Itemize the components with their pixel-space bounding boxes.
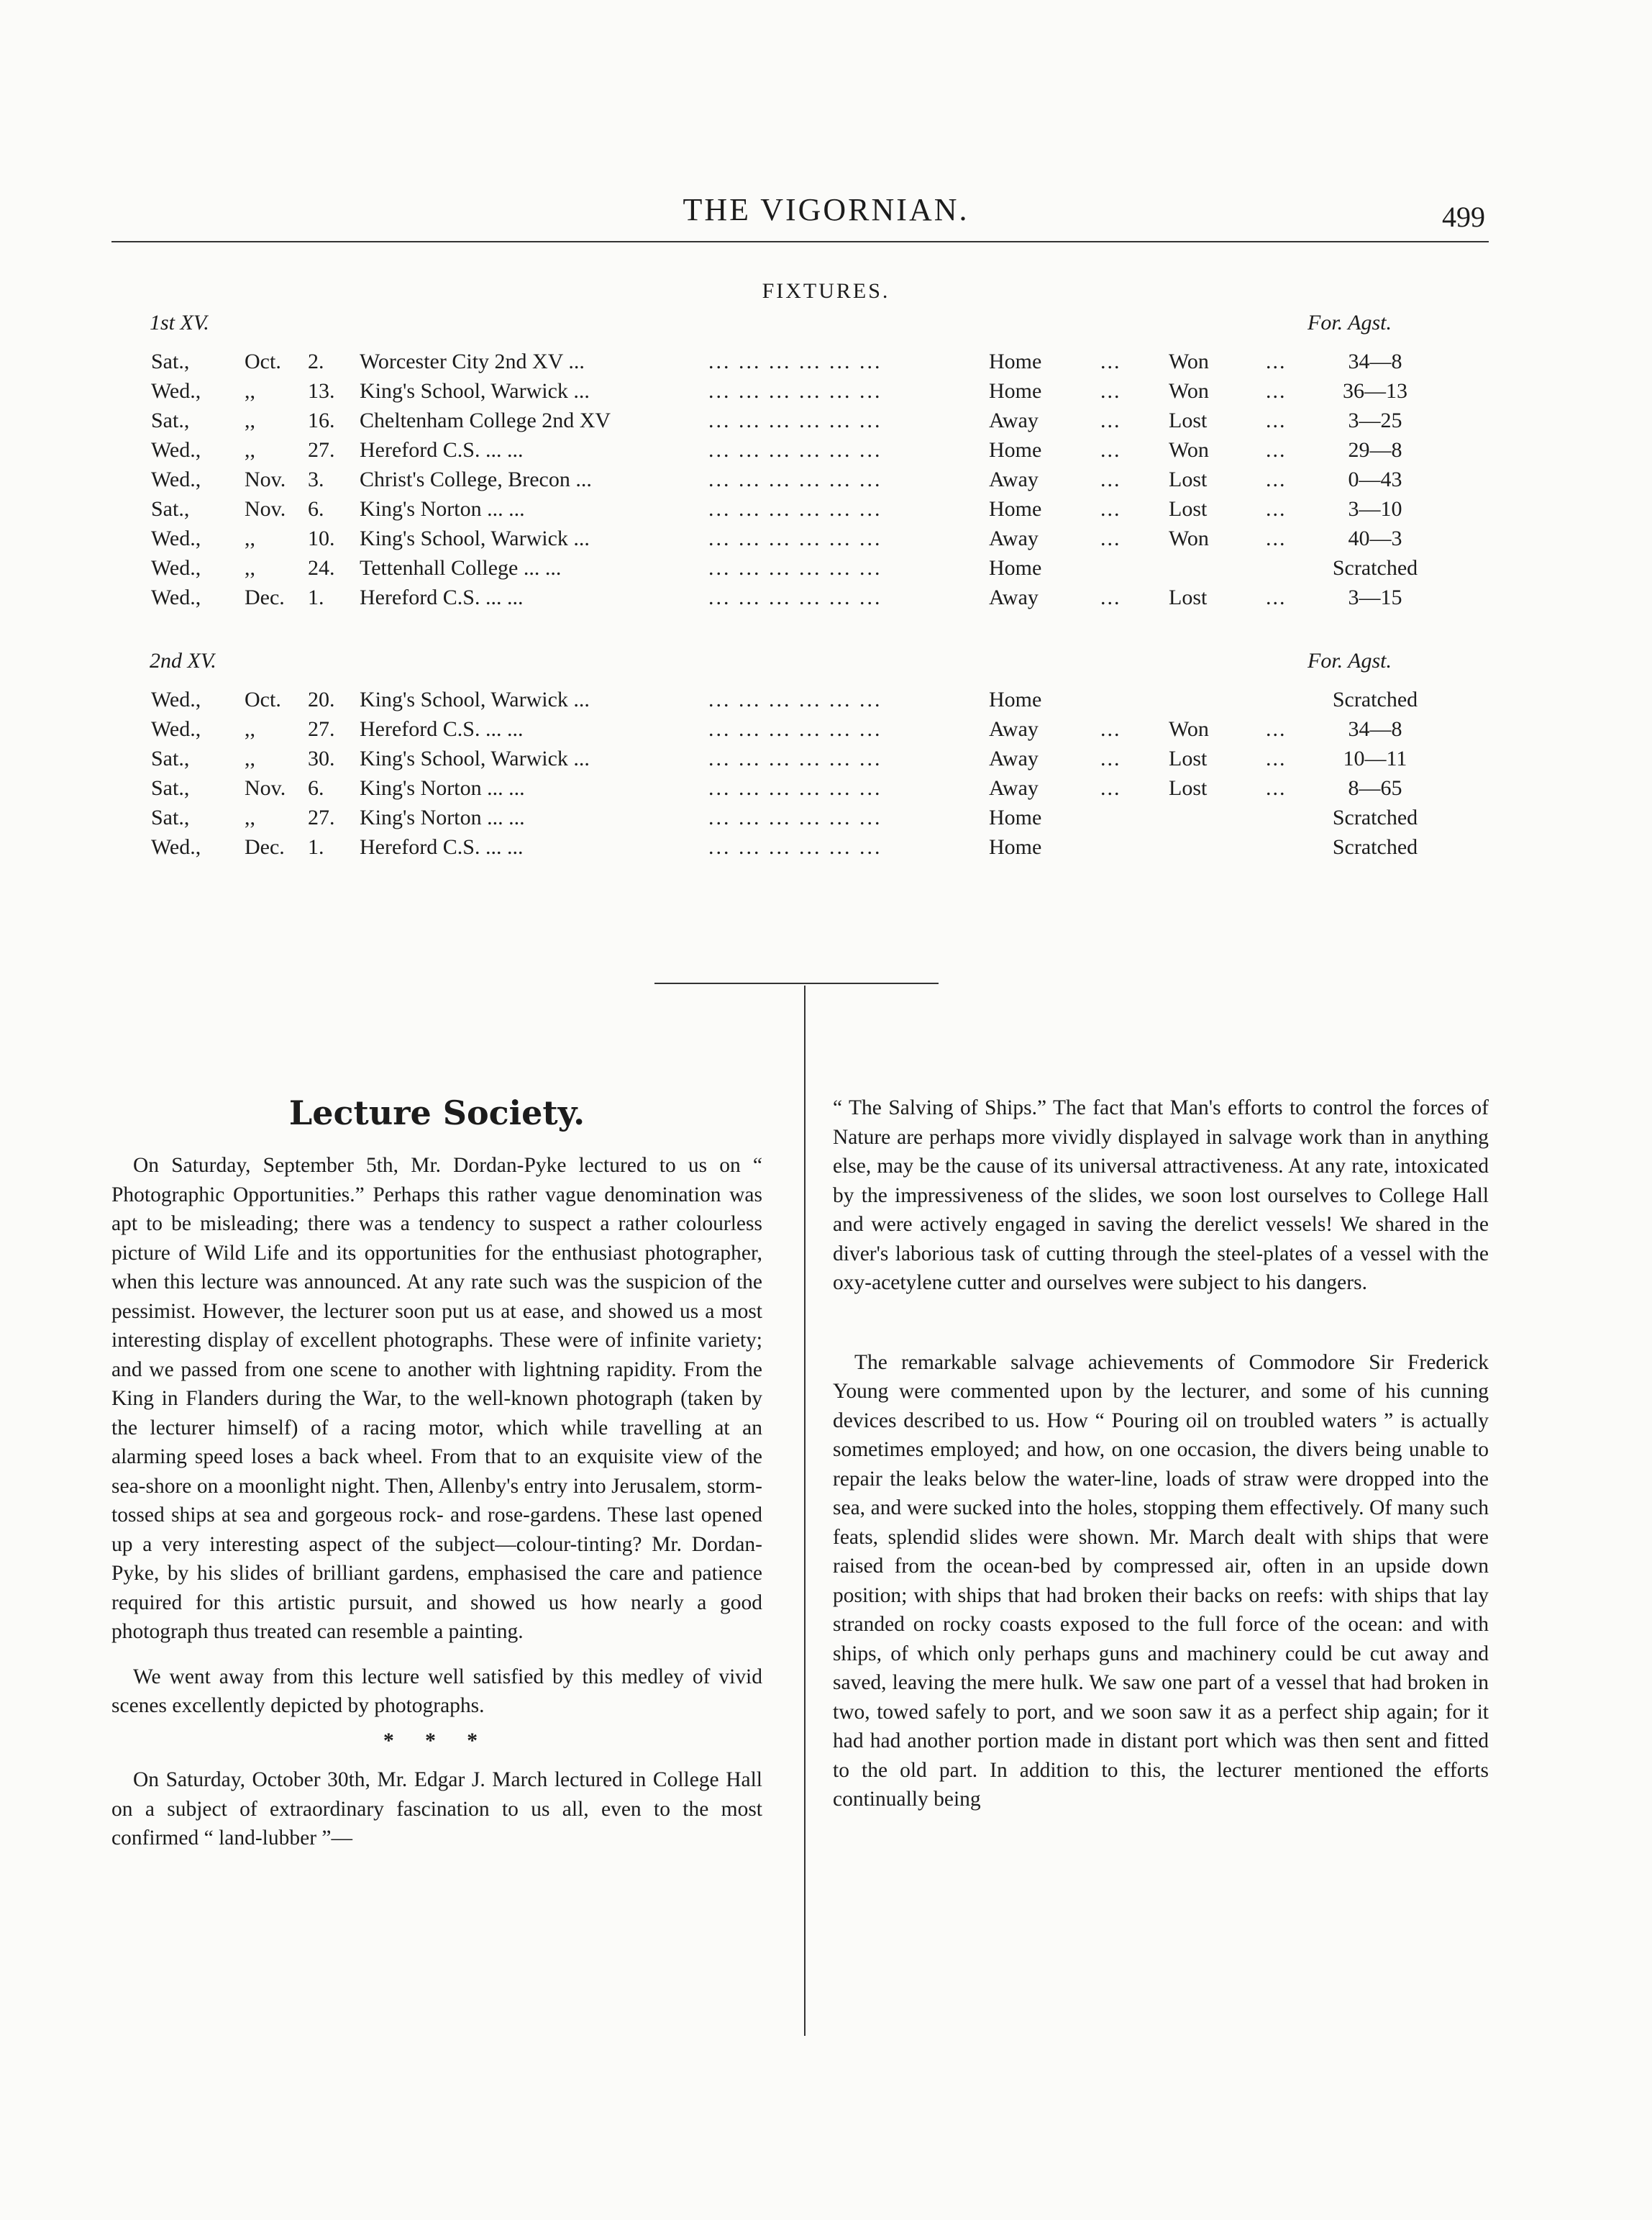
fixture-result: Lost: [1169, 497, 1208, 521]
fixture-day: Sat.,: [151, 747, 190, 770]
fixture-day: Sat.,: [151, 497, 190, 521]
article-paragraph: The remarkable salvage achievements of Commodore Sir Frederick Young were commented upon by the lecturer, and some of his cunning devices described to us. How “ Pouring oil on troubled waters ” is actually sometimes employed; and how, on one occasion, the divers being unable to repair the leaks below the water-line, loads of straw were dropped into the sea, and were sucked into the holes, stopping them effectively. Of many such feats, splendid slides were shown. Mr. March dealt with ships that were raised from the ocean-bed by compressed air, often in an upside down position; with ships that had broken their backs on reefs: with ships that lay stranded on rocky coasts exposed to the full force of the ocean: and with ships, of which only perhaps guns and machinery could be cut away and saved, leaving the mere hulk. We saw one part of a vessel that had broken in two, towed safely to port, and we soon saw it as a perfect ship again; for it had had another portion made in distant port which was then sent and fitted to the old part. In addition to this, the lecturer mentioned the efforts continually being: [833, 1350, 1489, 1811]
leader-dots: ...: [1266, 379, 1287, 403]
fixture-result: Lost: [1169, 409, 1208, 432]
leader-dots: ...: [1266, 747, 1287, 770]
header-rule: [111, 241, 1489, 242]
fixture-month: ,,: [245, 379, 255, 403]
fixture-month: Nov.: [245, 468, 286, 491]
fixture-venue: Home: [989, 438, 1042, 462]
leader-dots: ...: [1100, 350, 1121, 373]
fixture-opponent: Hereford C.S. ... ...: [360, 835, 524, 859]
first-xv-for-agst-label: For. Agst.: [1308, 311, 1392, 335]
article-paragraph: On Saturday, October 30th, Mr. Edgar J. March lectured in College Hall on a subject of extraordinary fascination to us all, even to the most confirmed “ land-lubber ”—: [111, 1768, 762, 1850]
leader-dots: ...: [1266, 468, 1287, 491]
fixture-result: Lost: [1169, 776, 1208, 800]
leader-dots: ... ... ... ... ... ...: [708, 747, 882, 770]
fixture-venue: Home: [989, 350, 1042, 373]
leader-dots: ... ... ... ... ... ...: [708, 438, 882, 462]
fixture-month: ,,: [245, 717, 255, 741]
fixture-opponent: Christ's College, Brecon ...: [360, 468, 592, 491]
fixture-day: Sat.,: [151, 776, 190, 800]
leader-dots: ... ... ... ... ... ...: [708, 379, 882, 403]
leader-dots: ...: [1266, 586, 1287, 609]
fixture-month: ,,: [245, 409, 255, 432]
leader-dots: ...: [1100, 527, 1121, 550]
fixture-result: Won: [1169, 438, 1209, 462]
fixture-date: 24.: [308, 556, 335, 580]
fixture-month: ,,: [245, 527, 255, 550]
fixture-day: Wed.,: [151, 586, 201, 609]
fixture-day: Sat.,: [151, 806, 190, 829]
lecture-society-heading: Lecture Society.: [288, 1093, 585, 1132]
leader-dots: ... ... ... ... ... ...: [708, 468, 882, 491]
fixture-day: Wed.,: [151, 835, 201, 859]
fixture-date: 1.: [308, 586, 324, 609]
article-paragraph: We went away from this lecture well satisfied by this medley of vivid scenes excellently depicted by photographs.: [111, 1665, 762, 1717]
fixture-month: ,,: [245, 747, 255, 770]
fixture-venue: Home: [989, 688, 1042, 711]
fixture-venue: Away: [989, 468, 1039, 491]
leader-dots: ... ... ... ... ... ...: [708, 717, 882, 741]
fixture-score: Scratched: [1332, 688, 1418, 711]
leader-dots: ... ... ... ... ... ...: [708, 835, 882, 859]
column-rule: [804, 986, 806, 2036]
fixture-day: Wed.,: [151, 688, 201, 711]
fixture-venue: Away: [989, 717, 1039, 741]
fixture-opponent: Tettenhall College ... ...: [360, 556, 562, 580]
fixture-score: 40—3: [1348, 527, 1402, 550]
fixture-date: 20.: [308, 688, 335, 711]
fixture-month: ,,: [245, 806, 255, 829]
leader-dots: ...: [1100, 747, 1121, 770]
fixture-day: Wed.,: [151, 379, 201, 403]
fixture-result: Won: [1169, 379, 1209, 403]
fixture-opponent: King's Norton ... ...: [360, 806, 525, 829]
leader-dots: ...: [1100, 409, 1121, 432]
fixture-score: 36—13: [1343, 379, 1407, 403]
second-xv-for-agst-label: For. Agst.: [1308, 649, 1392, 673]
leader-dots: ...: [1100, 438, 1121, 462]
fixture-result: Lost: [1169, 747, 1208, 770]
page-title: THE VIGORNIAN.: [683, 192, 969, 227]
fixture-venue: Home: [989, 379, 1042, 403]
fixture-month: Nov.: [245, 497, 286, 521]
fixture-date: 6.: [308, 776, 324, 800]
second-xv-label: 2nd XV.: [150, 649, 216, 673]
leader-dots: ...: [1266, 350, 1287, 373]
leader-dots: ...: [1266, 776, 1287, 800]
fixture-day: Wed.,: [151, 527, 201, 550]
leader-dots: ...: [1100, 717, 1121, 741]
fixture-result: Lost: [1169, 468, 1208, 491]
article-column-left: [111, 1151, 762, 1853]
fixture-score: 3—10: [1348, 497, 1402, 521]
fixture-score: 29—8: [1348, 438, 1402, 462]
fixture-opponent: Hereford C.S. ... ...: [360, 438, 524, 462]
fixture-score: 3—25: [1348, 409, 1402, 432]
section-separator: * * *: [383, 1729, 490, 1752]
fixture-date: 27.: [308, 438, 335, 462]
article-column-right: [833, 1093, 1489, 1814]
leader-dots: ...: [1266, 438, 1287, 462]
fixture-result: Won: [1169, 350, 1209, 373]
article-paragraph: On Saturday, September 5th, Mr. Dordan-Pyke lectured to us on “ Photographic Opportunities.” Perhaps this rather vague denomination was apt to be misleading; there was a tendency to suspect a rather colourless picture of Wild Life and its opportunities for the enthusiast photographer, when this lecture was announced. At any rate such was the suspicion of the pessimist. However, the lecturer soon put us at ease, and showed us a most interesting display of excellent photographs. These were of infinite variety; and we passed from one scene to another with lightning rapidity. From the King in Flanders during the War, to the well-known photograph (taken by the lecturer himself) of a racing motor, which while travelling at an alarming speed loses a back wheel. From that to an exquisite view of the sea-shore on a moonlight night. Then, Allenby's entry into Jerusalem, storm-tossed ships at sea and gorgeous rock- and rose-gardens. These last opened up a very interesting aspect of the subject—colour-tinting? Mr. Dordan-Pyke, by his slides of brilliant gardens, emphasised the care and patience required for this artistic pursuit, and showed us how nearly a good photograph thus treated can resemble a painting.: [111, 1154, 762, 1643]
fixture-result: Won: [1169, 527, 1209, 550]
fixture-opponent: King's School, Warwick ...: [360, 527, 590, 550]
fixture-month: Oct.: [245, 688, 281, 711]
fixture-day: Sat.,: [151, 350, 190, 373]
fixture-venue: Home: [989, 497, 1042, 521]
fixture-date: 30.: [308, 747, 335, 770]
fixture-date: 16.: [308, 409, 335, 432]
fixture-score: 34—8: [1348, 350, 1402, 373]
leader-dots: ...: [1100, 586, 1121, 609]
fixture-date: 2.: [308, 350, 324, 373]
fixture-score: 8—65: [1348, 776, 1402, 800]
fixture-score: Scratched: [1332, 556, 1418, 580]
fixture-venue: Home: [989, 835, 1042, 859]
fixture-score: Scratched: [1332, 806, 1418, 829]
leader-dots: ...: [1266, 717, 1287, 741]
fixture-opponent: King's School, Warwick ...: [360, 747, 590, 770]
leader-dots: ... ... ... ... ... ...: [708, 527, 882, 550]
leader-dots: ... ... ... ... ... ...: [708, 688, 882, 711]
fixture-month: Dec.: [245, 586, 285, 609]
leader-dots: ... ... ... ... ... ...: [708, 350, 882, 373]
fixtures-title: FIXTURES.: [762, 279, 890, 303]
fixture-opponent: Worcester City 2nd XV ...: [360, 350, 585, 373]
leader-dots: ...: [1100, 468, 1121, 491]
fixture-day: Wed.,: [151, 556, 201, 580]
leader-dots: ...: [1100, 776, 1121, 800]
leader-dots: ...: [1100, 497, 1121, 521]
leader-dots: ... ... ... ... ... ...: [708, 497, 882, 521]
fixture-opponent: Hereford C.S. ... ...: [360, 717, 524, 741]
leader-dots: ... ... ... ... ... ...: [708, 409, 882, 432]
leader-dots: ... ... ... ... ... ...: [708, 806, 882, 829]
fixture-result: Won: [1169, 717, 1209, 741]
fixture-day: Sat.,: [151, 409, 190, 432]
fixture-month: Dec.: [245, 835, 285, 859]
fixture-result: Lost: [1169, 586, 1208, 609]
fixture-date: 13.: [308, 379, 335, 403]
fixture-day: Wed.,: [151, 438, 201, 462]
fixture-venue: Home: [989, 556, 1042, 580]
fixture-opponent: King's School, Warwick ...: [360, 688, 590, 711]
fixture-score: 3—15: [1348, 586, 1402, 609]
leader-dots: ...: [1266, 497, 1287, 521]
fixture-month: ,,: [245, 556, 255, 580]
fixture-date: 3.: [308, 468, 324, 491]
fixture-venue: Away: [989, 586, 1039, 609]
fixture-score: 34—8: [1348, 717, 1402, 741]
fixture-score: Scratched: [1332, 835, 1418, 859]
fixture-month: Oct.: [245, 350, 281, 373]
leader-dots: ... ... ... ... ... ...: [708, 556, 882, 580]
page-number: 499: [1442, 201, 1485, 233]
leader-dots: ... ... ... ... ... ...: [708, 776, 882, 800]
fixture-venue: Away: [989, 527, 1039, 550]
fixture-opponent: Hereford C.S. ... ...: [360, 586, 524, 609]
fixture-day: Wed.,: [151, 717, 201, 741]
fixture-score: 10—11: [1343, 747, 1407, 770]
leader-dots: ... ... ... ... ... ...: [708, 586, 882, 609]
fixture-month: Nov.: [245, 776, 286, 800]
fixture-opponent: King's Norton ... ...: [360, 776, 525, 800]
fixture-date: 6.: [308, 497, 324, 521]
fixture-date: 27.: [308, 806, 335, 829]
fixture-score: 0—43: [1348, 468, 1402, 491]
article-paragraph: “ The Salving of Ships.” The fact that Man's efforts to control the forces of Nature are perhaps more vividly displayed in salvage work than in anything else, may be the cause of its universal attractiveness. At any rate, intoxicated by the impressiveness of the slides, we soon lost ourselves to College Hall and were actively engaged in saving the derelict vessels! We shared in the diver's laborious task of cutting through the steel-plates of a vessel with the oxy-acetylene cutter and ourselves were subject to his dangers.: [833, 1096, 1489, 1294]
fixture-venue: Away: [989, 747, 1039, 770]
fixture-date: 1.: [308, 835, 324, 859]
fixture-opponent: King's Norton ... ...: [360, 497, 525, 521]
section-divider: [654, 983, 939, 984]
leader-dots: ...: [1266, 527, 1287, 550]
leader-dots: ...: [1266, 409, 1287, 432]
fixture-date: 10.: [308, 527, 335, 550]
fixture-month: ,,: [245, 438, 255, 462]
leader-dots: ...: [1100, 379, 1121, 403]
fixture-opponent: King's School, Warwick ...: [360, 379, 590, 403]
fixture-venue: Away: [989, 776, 1039, 800]
first-xv-label: 1st XV.: [150, 311, 209, 335]
fixture-opponent: Cheltenham College 2nd XV: [360, 409, 611, 432]
fixture-venue: Home: [989, 806, 1042, 829]
fixture-venue: Away: [989, 409, 1039, 432]
fixture-date: 27.: [308, 717, 335, 741]
fixture-day: Wed.,: [151, 468, 201, 491]
